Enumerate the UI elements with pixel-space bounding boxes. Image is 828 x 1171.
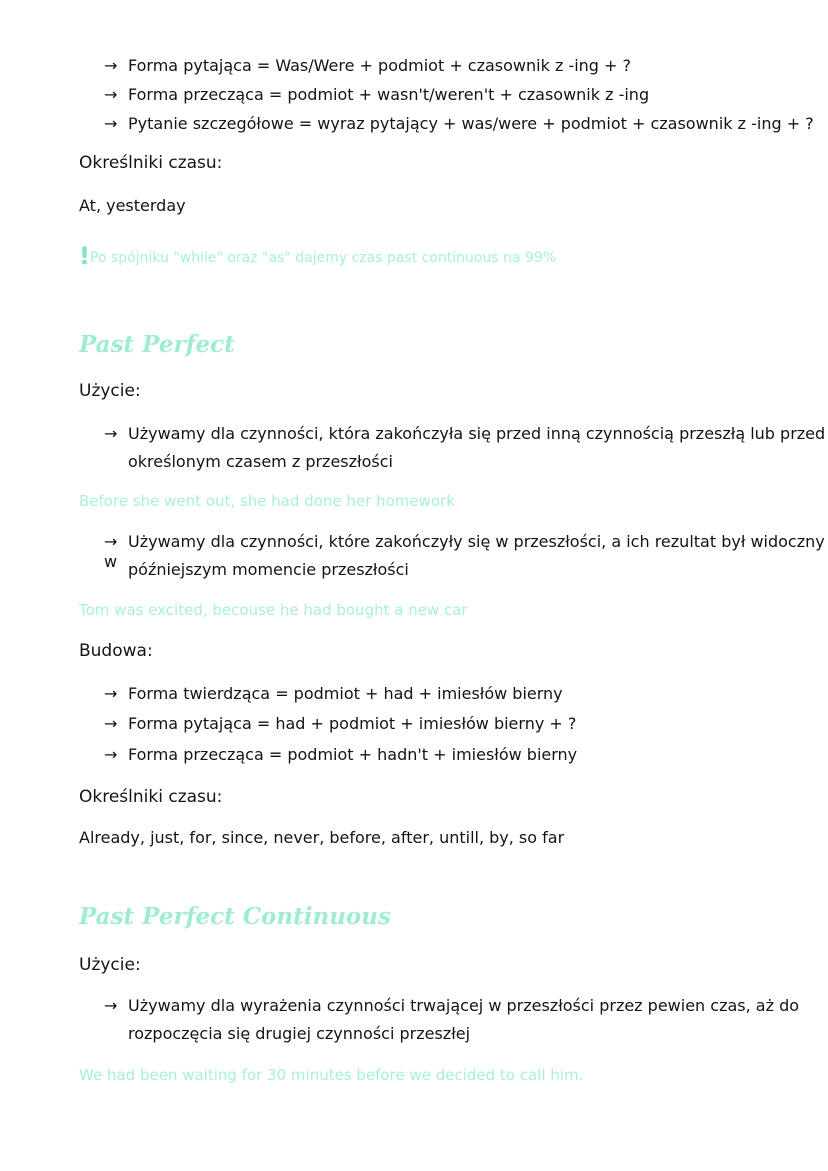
arrow-icon: → [104,424,118,443]
list-item-continuation: rozpoczęcia się drugiej czynności przeszłej [128,1024,471,1043]
arrow-icon: → [104,745,118,764]
arrow-icon: → [104,684,118,703]
list-item: → Forma pytająca = had + podmiot + imiesłów bierny + ? [104,714,577,733]
note: !Po spójniku "while" oraz "as" dajemy czas past continuous na 99% [79,242,557,270]
list-item: → Forma przecząca = podmiot + wasn't/weren't + czasownik z -ing [104,85,650,104]
list-item: → Forma pytająca = Was/Were + podmiot + czasownik z -ing + ? [104,56,632,75]
section-heading: Budowa: [79,641,153,661]
section-title: Past Perfect Continuous [79,903,391,930]
section-heading: Użycie: [79,381,141,401]
example-sentence: We had been waiting for 30 minutes before we decided to call him. [79,1066,584,1084]
arrow-icon: → [104,996,118,1015]
section-heading: Określniki czasu: [79,153,223,173]
list-item-continuation: późniejszym momencie przeszłości [128,560,409,579]
example-sentence: Tom was excited, becouse he had bought a new car [79,601,468,619]
section-heading: Użycie: [79,955,141,975]
list-item-continuation: określonym czasem z przeszłości [128,452,393,471]
list-item: → Używamy dla wyrażenia czynności trwającej w przeszłości przez pewien czas, aż do [104,996,800,1015]
time-markers: At, yesterday [79,196,186,215]
time-markers: Already, just, for, since, never, before, after, untill, by, so far [79,828,565,847]
arrow-icon: → [104,532,118,551]
arrow-icon: → [104,114,118,133]
list-item: → Używamy dla czynności, która zakończyła się przed inną czynnością przeszłą lub przed [104,424,826,443]
arrow-icon: → [104,714,118,733]
arrow-icon: → [104,56,118,75]
list-item: → Używamy dla czynności, które zakończyły się w przeszłości, a ich rezultat był widoczny w [104,532,825,571]
example-sentence: Before she went out, she had done her homework [79,492,455,510]
list-item: → Forma przecząca = podmiot + hadn't + imiesłów bierny [104,745,578,764]
exclamation-icon: ! [79,242,90,270]
section-title: Past Perfect [79,331,235,358]
list-item: → Pytanie szczegółowe = wyraz pytający + was/were + podmiot + czasownik z -ing + ? [104,114,814,133]
list-item: → Forma twierdząca = podmiot + had + imiesłów bierny [104,684,563,703]
section-heading: Określniki czasu: [79,787,223,807]
arrow-icon: → [104,85,118,104]
